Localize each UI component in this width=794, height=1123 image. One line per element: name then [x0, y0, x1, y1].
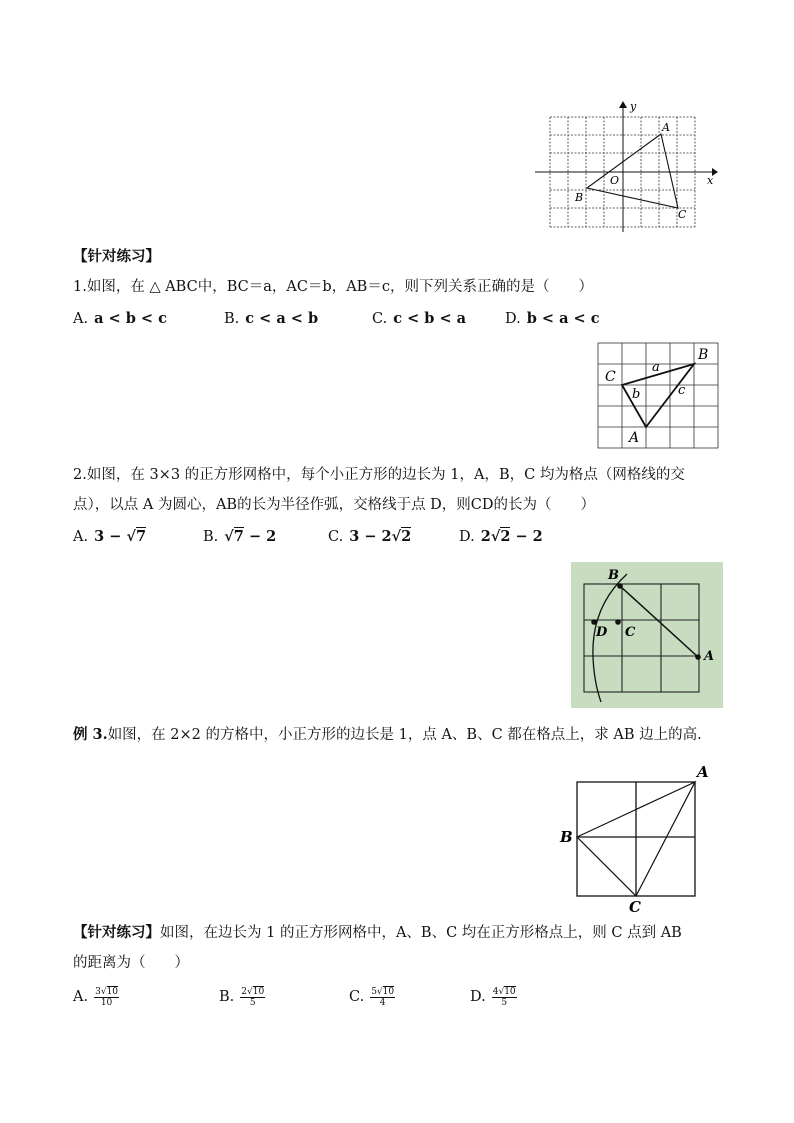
option-letter: C.: [372, 311, 388, 327]
side-a-label: a: [652, 360, 660, 375]
sqrt-icon: √: [100, 986, 107, 997]
option-letter: D.: [505, 311, 521, 327]
point-b-label: B: [698, 347, 709, 363]
point-c-label: C: [605, 369, 616, 385]
radicand: 10: [106, 986, 119, 997]
point-d-label: D: [596, 625, 608, 640]
radicand: 10: [504, 986, 516, 997]
option-letter: A.: [73, 311, 89, 327]
option-post: − 2: [510, 528, 543, 545]
option-text: c < a < b: [245, 310, 319, 327]
question-2-line-2: 点），以点 A 为圆心，AB的长为半径作弧，交格线于点 D，则CD的长为（ ）: [73, 497, 596, 513]
point-a-label: A: [697, 763, 709, 781]
radicand: 10: [382, 986, 395, 997]
point-c-label: C: [629, 898, 641, 914]
option-radicand: 7: [233, 528, 244, 545]
q2-option-c[interactable]: [328, 526, 411, 548]
question-2-line-1: 2.如图，在 3×3 的正方形网格中，每个小正方形的边长为 1，A，B，C 均为格点（网格线的交: [73, 467, 685, 483]
coef: 5: [371, 986, 377, 997]
p2-option-c[interactable]: [349, 986, 395, 1008]
sqrt-icon: √: [490, 528, 501, 545]
sqrt-icon: √: [391, 528, 402, 545]
denominator: 10: [100, 997, 113, 1008]
coordinate-grid-figure: [530, 98, 730, 236]
q1-option-b[interactable]: [224, 308, 318, 330]
practice-heading: 【针对练习】: [73, 924, 160, 941]
option-pre: 2: [480, 528, 491, 545]
option-text: a < b < c: [94, 310, 167, 327]
practice-text: 如图，在边长为 1 的正方形网格中，A、B、C 均在正方形格点上，则 C 点到 AB: [160, 925, 682, 941]
option-radicand: 2: [500, 528, 511, 545]
y-axis-label: y: [630, 100, 637, 113]
radicand: 10: [252, 986, 265, 997]
triangle-grid-figure: [592, 340, 724, 450]
option-text: c < b < a: [393, 310, 467, 327]
coef: 2: [241, 986, 247, 997]
grid-lines: [577, 782, 695, 896]
q1-option-c[interactable]: [372, 308, 466, 330]
arc-grid-figure: [571, 562, 723, 708]
denominator: 5: [249, 997, 256, 1008]
p2-option-a[interactable]: [73, 986, 119, 1008]
denominator: 4: [379, 997, 386, 1008]
q2-option-d[interactable]: [459, 526, 543, 548]
example-label: 例 3.: [73, 726, 108, 743]
option-radicand: 7: [135, 528, 147, 545]
coef: 3: [95, 986, 101, 997]
point-b-label: B: [608, 568, 619, 583]
point-a-label: A: [629, 430, 640, 446]
p2-option-b[interactable]: [219, 986, 265, 1008]
point-c-label: C: [625, 625, 636, 640]
point-a-label: A: [704, 649, 715, 664]
point-a: [695, 654, 701, 660]
option-letter: D.: [459, 529, 475, 545]
sqrt-icon: √: [224, 528, 234, 545]
point-b-label: B: [575, 191, 584, 204]
sqrt-icon: √: [126, 528, 136, 545]
sqrt-icon: √: [247, 986, 253, 997]
point-c-label: C: [678, 208, 687, 221]
option-letter: B.: [219, 989, 235, 1005]
practice-2-line-1: [73, 922, 682, 944]
y-axis-arrow: [619, 101, 627, 108]
point-b-label: B: [560, 828, 573, 846]
option-letter: C.: [349, 989, 365, 1005]
option-letter: A.: [73, 529, 89, 545]
side-b-label: b: [632, 387, 641, 402]
question-1: 1.如图，在 △ ABC中，BC＝a，AC＝b，AB＝c，则下列关系正确的是（ ）: [73, 279, 593, 295]
option-text: b < a < c: [526, 310, 600, 327]
x-axis-label: x: [707, 174, 714, 187]
example-text: 如图，在 2×2 的方格中，小正方形的边长是 1，点 A、B、C 都在格点上，求 AB 边上的高.: [107, 727, 702, 743]
point-b: [617, 583, 623, 589]
denominator: 5: [501, 997, 508, 1008]
option-letter: D.: [470, 989, 486, 1005]
option-radicand: 2: [401, 528, 412, 545]
practice-2-line-2: 的距离为（ ）: [73, 955, 189, 971]
example-3: [73, 724, 702, 746]
coef: 4: [492, 986, 499, 997]
point-a-label: A: [662, 121, 670, 134]
point-c: [615, 619, 621, 625]
side-c-label: c: [678, 383, 686, 398]
q2-option-a[interactable]: [73, 526, 146, 548]
practice-heading: 【针对练习】: [73, 248, 160, 265]
option-letter: C.: [328, 529, 344, 545]
q1-option-a[interactable]: [73, 308, 167, 330]
fraction: [240, 987, 265, 1008]
option-letter: B.: [203, 529, 219, 545]
option-pre: 3 − 2: [349, 528, 392, 545]
origin-label: O: [610, 174, 620, 187]
fraction: [94, 987, 119, 1008]
option-post: − 2: [243, 528, 277, 545]
sqrt-icon: √: [498, 986, 505, 997]
point-d: [591, 619, 597, 625]
fraction: [492, 987, 517, 1008]
fraction: [370, 987, 395, 1008]
option-letter: B.: [224, 311, 240, 327]
q1-option-d[interactable]: [505, 308, 600, 330]
p2-option-d[interactable]: [470, 986, 517, 1008]
square-grid-figure: [556, 762, 726, 914]
option-pre: 3 −: [94, 528, 127, 545]
triangle-abc: [587, 134, 678, 208]
sqrt-icon: √: [376, 986, 383, 997]
option-letter: A.: [73, 989, 89, 1005]
q2-option-b[interactable]: [203, 526, 276, 548]
